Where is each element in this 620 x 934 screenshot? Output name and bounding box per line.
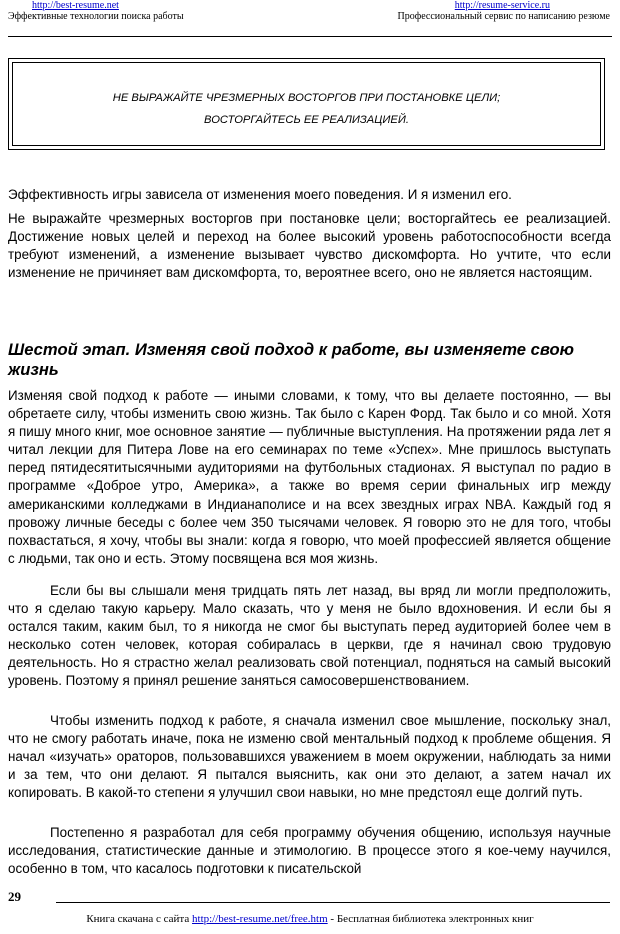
paragraph-2: Не выражайте чрезмерных восторгов при постановке цели; восторгайтесь ее реализацией. Достижение новых целей и переход на более высокий уровень работоспособности всегда требуют изменений, а изменение вызывает чувство дискомфорта. Но учтите, что если изменение не причиняет вам дискомфорта, то, вероятнее всего, оно не является настоящим.	[8, 211, 611, 281]
paragraph-4: Если бы вы слышали меня тридцать пять лет назад, вы вряд ли могли предположить, что я сделаю такую карьеру. Мало сказать, что у меня не было вдохновения. И если бы я остался таким, каким был, то я никогда не смог бы выступать перед аудиторией более чем в несколько сотен человек, которая собиралась в церкви, где я начинал свою трудовую деятельность. Но я страстно желал реализовать свой потенциал, подняться на самый высокий уровень. Поэтому я принял решение заняться самосовершенствованием.	[8, 583, 611, 689]
paragraph-6: Постепенно я разработал для себя программу обучения общению, используя научные исследования, статистические данные и этимологию. В процессе этого я кое-чему научился, особенно в том, что касалось подготовки к писательской	[8, 825, 611, 877]
page-number: 29	[8, 889, 21, 904]
footer-divider	[56, 902, 610, 903]
header-right-link[interactable]: http://resume-service.ru	[454, 0, 550, 11]
quote-line-1: НЕ ВЫРАЖАЙТЕ ЧРЕЗМЕРНЫХ ВОСТОРГОВ ПРИ ПОСТАНОВКЕ ЦЕЛИ;	[112, 92, 501, 104]
page-footer	[0, 913, 620, 925]
header-left-link[interactable]: http://best-resume.net	[32, 0, 119, 11]
paragraph-5: Чтобы изменить подход к работе, я сначала изменил свое мышление, поскольку знал, что не смогу работать иначе, пока не изменю свой ментальный подход к проблеме общения. Я начал «изучать» ораторов, пользовавшихся уважением в моем окружении, наблюдать за ними и за тем, что они делают. Я пытался выяснить, как они это делают, а затем начал их копировать. В какой-то степени я улучшил свои навыки, но мне предстоял еще долгий путь.	[8, 713, 611, 801]
footer-link[interactable]: http://best-resume.net/free.htm	[192, 913, 328, 925]
quote-line-2: ВОСТОРГАЙТЕСЬ ЕЕ РЕАЛИЗАЦИЕЙ.	[204, 114, 409, 126]
footer-suffix: - Бесплатная библиотека электронных книг	[327, 913, 534, 925]
header-left-subtitle: Эффективные технологии поиска работы	[8, 11, 184, 22]
footer-prefix: Книга скачана с сайта	[86, 913, 190, 925]
quote-box	[8, 58, 605, 150]
paragraph-1: Эффективность игры зависела от изменения моего поведения. И я изменил его.	[8, 187, 512, 202]
section-heading: Шестой этап. Изменяя свой подход к работе, вы изменяете свою жизнь	[8, 340, 574, 379]
page-header	[8, 0, 610, 36]
paragraph-3: Изменяя свой подход к работе — иными словами, к тому, что вы делаете постоянно, — вы обретаете силу, чтобы изменить свою жизнь. Так было с Карен Форд. Так было и со мной. Хотя я пишу много книг, мое основное занятие — публичные выступления. На протяжении ряда лет я читал лекции для Питера Лове на его семинарах по теме «Успех». Мне пришлось выступать перед пятидесятитысячными аудиториями на футбольных стадионах. Я выступал по радио в программе «Доброе утро, Америка», а также во время серии финальных игр между американскими колледжами в Индианаполисе и на всех звездных играх NBA. Каждый год я провожу личные беседы с более чем 350 тысячами человек. Я говорю это не для того, чтобы похвастаться, я хочу, чтобы вы знали: когда я говорю, что моей профессией является общение с людьми, так оно и есть. Этому посвящена вся моя жизнь.	[8, 388, 611, 566]
header-divider	[8, 36, 612, 37]
header-right-subtitle: Профессиональный сервис по написанию резюме	[397, 11, 610, 22]
